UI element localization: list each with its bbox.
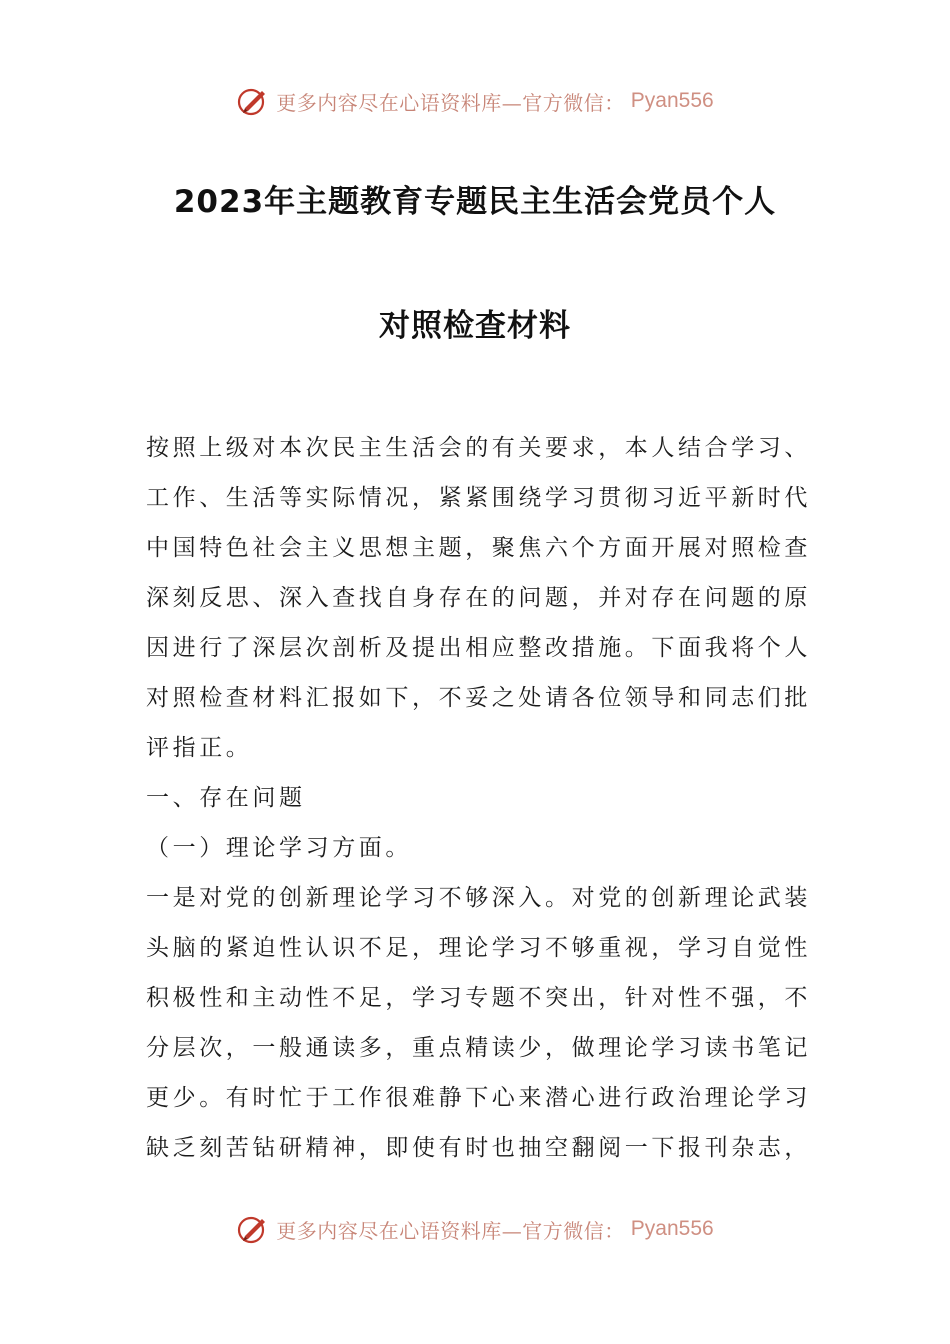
body-line: 按照上级对本次民主生活会的有关要求，本人结合学习、 [146, 435, 811, 461]
document-title-line-2: 对照检查材料 [379, 308, 571, 344]
body-line: 分层次，一般通读多，重点精读少，做理论学习读书笔记 [146, 1035, 811, 1061]
body-line: 中国特色社会主义思想主题，聚焦六个方面开展对照检查 [146, 535, 811, 561]
body-line: 对照检查材料汇报如下，不妥之处请各位领导和同志们批 [146, 685, 811, 711]
watermark-handle: Pyan556 [630, 1217, 714, 1240]
pen-circle-logo-icon [236, 1212, 270, 1246]
body-line: 评指正。 [146, 735, 253, 761]
body-line: 更少。有时忙于工作很难静下心来潜心进行政治理论学习 [146, 1085, 811, 1111]
document-body [146, 430, 811, 1180]
body-line: 一是对党的创新理论学习不够深入。对党的创新理论武装 [146, 885, 811, 911]
body-line: 工作、生活等实际情况，紧紧围绕学习贯彻习近平新时代 [146, 485, 811, 511]
watermark-text: 更多内容尽在心语资料库—官方微信： [276, 90, 625, 115]
body-line: 缺乏刻苦钻研精神，即使有时也抽空翻阅一下报刊杂志， [146, 1135, 811, 1161]
body-line: 因进行了深层次剖析及提出相应整改措施。下面我将个人 [146, 635, 811, 661]
body-line: 积极性和主动性不足，学习专题不突出，针对性不强，不 [146, 985, 811, 1011]
document-title-line-1: 2023年主题教育专题民主生活会党员个人 [173, 184, 777, 220]
section-heading: 一、存在问题 [146, 785, 306, 811]
watermark-handle: Pyan556 [630, 89, 714, 112]
watermark-footer [0, 1212, 950, 1246]
pen-circle-logo-icon [236, 84, 270, 118]
body-line: 头脑的紧迫性认识不足，理论学习不够重视，学习自觉性 [146, 935, 811, 961]
watermark-header [0, 84, 950, 118]
watermark-text: 更多内容尽在心语资料库—官方微信： [276, 1218, 625, 1243]
subsection-heading: （一）理论学习方面。 [146, 835, 412, 861]
body-line: 深刻反思、深入查找自身存在的问题，并对存在问题的原 [146, 585, 811, 611]
